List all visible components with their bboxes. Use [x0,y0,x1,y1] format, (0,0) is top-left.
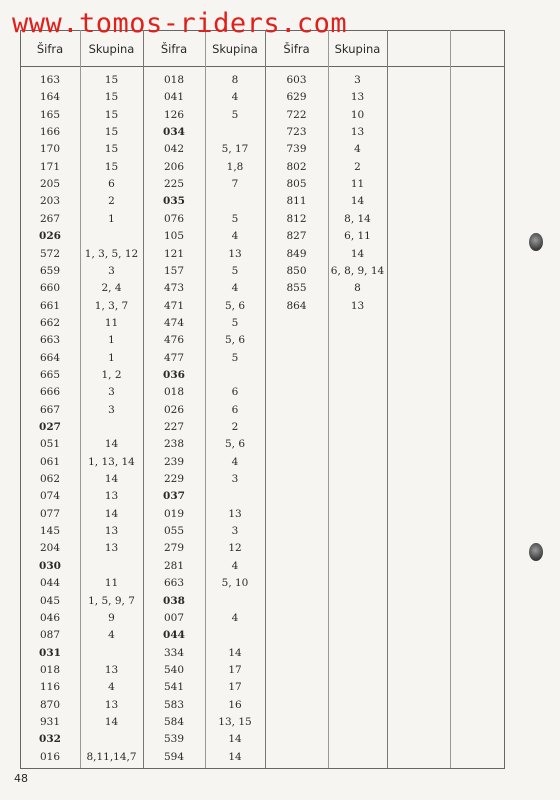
header-skupina: Skupina [334,42,381,56]
sifra-cell: 046 [39,611,61,624]
sifra-cell: 931 [39,715,61,728]
sifra-cell: 603 [286,74,307,86]
page-number: 48 [14,772,28,785]
skupina-cell: 13 [350,126,365,139]
sifra-cell: 164 [39,91,61,104]
skupina-cell: 5, 10 [221,577,249,590]
skupina-cell: 14 [350,195,365,208]
sifra-cell: 572 [39,247,61,260]
sifra-cell: 281 [163,559,185,572]
skupina-cell [205,488,265,505]
skupina-cell: 4 [231,611,239,624]
header-divider [20,66,505,67]
skupina-cell: 2 [354,160,361,173]
skupina-cell: 15 [104,91,119,104]
skupina-cell: 8 [354,282,361,295]
sifra-cell: 166 [39,126,61,139]
sifra-cell: 055 [163,525,185,538]
sifra-cell: 662 [39,316,61,329]
skupina-cell: 5, 6 [224,299,246,312]
sifra-cell: 165 [39,108,61,121]
skupina-cell: 3 [108,264,115,277]
skupina-cell [80,419,143,436]
binder-hole [529,233,543,251]
sifra-cell: 062 [39,473,61,486]
sifra-cell: 121 [163,247,185,260]
skupina-cell: 2, 4 [101,282,122,295]
skupina-cell: 5 [231,212,239,225]
skupina-cell: 6 [108,178,115,191]
skupina-cell: 4 [354,143,361,156]
skupina-cell: 3 [231,473,239,486]
skupina-cell: 4 [231,282,239,295]
sifra-cell: 076 [163,212,185,225]
sifra-cell: 267 [39,212,61,225]
sifra-cell: 157 [163,264,185,277]
binder-hole [529,543,543,561]
skupina-cell: 15 [104,143,119,156]
skupina-cell: 4 [231,230,239,243]
sifra-cell: 661 [39,299,61,312]
sifra-cell: 663 [163,577,185,590]
skupina-cell: 1, 13, 14 [88,455,135,468]
skupina-cell: 1 [108,334,115,347]
column-divider [387,30,388,768]
skupina-cell: 3 [108,386,115,399]
skupina-cell: 1, 3, 7 [94,299,129,312]
skupina-cell: 14 [104,507,119,520]
skupina-cell: 14 [104,438,119,451]
sifra-cell: 667 [39,403,61,416]
skupina-cell: 6, 11 [344,230,371,243]
skupina-cell: 13 [104,490,119,503]
sifra-cell: 018 [163,74,185,86]
skupina-cell [205,124,265,141]
skupina-cell: 5, 6 [224,334,246,347]
skupina-cell: 1, 5, 9, 7 [88,594,135,607]
skupina-cell [205,593,265,610]
skupina-cell: 2 [108,195,115,208]
sifra-cell: 540 [163,663,185,676]
skupina-cell: 13 [104,663,119,676]
skupina-cell: 15 [104,126,119,139]
sifra-cell: 849 [286,247,307,260]
sifra-cell: 026 [163,403,185,416]
sifra-cell: 042 [163,143,185,156]
sifra-cell: 041 [163,91,185,104]
sifra-cell: 105 [163,230,185,243]
sifra-cell: 739 [286,143,307,156]
skupina-cell: 17 [228,681,242,694]
skupina-cell: 4 [231,91,239,104]
sifra-cell: 477 [163,351,185,364]
skupina-cell: 14 [228,750,242,763]
sifra-cell: 855 [286,282,307,295]
skupina-cell: 13, 15 [218,715,252,728]
sifra-cell: 163 [39,74,61,86]
sifra-cell: 584 [163,715,185,728]
sifra-cell: 238 [163,438,185,451]
sifra-cell: 594 [163,750,185,763]
sifra-cell: 802 [286,160,307,173]
sifra-cell: 279 [163,542,185,555]
skupina-cell: 6, 8, 9, 14 [330,264,385,277]
sifra-cell: 126 [163,108,185,121]
section-code: 026 [39,230,61,243]
sifra-cell: 473 [163,282,185,295]
section-code: 035 [163,195,185,208]
sifra-cell: 087 [39,629,61,642]
skupina-cell: 7 [231,178,239,191]
section-code: 027 [39,421,61,433]
sifra-cell: 225 [163,178,185,191]
skupina-cell: 1 [108,212,115,225]
sifra-cell: 827 [286,230,307,243]
sifra-cell: 116 [39,681,61,694]
skupina-cell: 13 [104,525,119,538]
section-code: 032 [39,733,61,746]
sifra-cell: 227 [163,421,185,433]
skupina-cell: 3 [231,525,239,538]
skupina-cell: 9 [108,611,115,624]
skupina-cell [80,731,143,748]
sifra-cell: 664 [39,351,61,364]
skupina-cell: 15 [104,74,119,86]
sifra-cell: 723 [286,126,307,139]
section-code: 030 [39,559,61,572]
header-sifra: Šifra [36,42,64,56]
sifra-cell: 870 [39,698,61,711]
skupina-cell: 4 [108,629,115,642]
sifra-cell: 850 [286,264,307,277]
skupina-cell: 4 [231,455,239,468]
section-code: 044 [163,629,185,642]
header-skupina: Skupina [212,42,258,56]
skupina-cell: 13 [104,698,119,711]
skupina-cell: 11 [104,577,119,590]
sifra-cell: 077 [39,507,61,520]
section-code: 031 [39,646,61,659]
skupina-cell: 4 [108,681,115,694]
sifra-cell: 239 [163,455,185,468]
section-code: 034 [163,126,185,139]
skupina-cell: 1 [108,351,115,364]
sifra-cell: 171 [39,160,61,173]
sifra-cell: 583 [163,698,185,711]
skupina-cell: 5 [231,351,239,364]
sifra-cell: 019 [163,507,185,520]
sifra-cell: 007 [163,611,185,624]
skupina-cell [80,228,143,245]
sifra-cell: 812 [286,212,307,225]
sifra-cell: 476 [163,334,185,347]
sifra-cell: 722 [286,108,307,121]
skupina-cell: 13 [350,299,365,312]
sifra-cell: 204 [39,542,61,555]
sifra-cell: 864 [286,299,307,312]
skupina-cell: 5, 17 [221,143,249,156]
sifra-cell: 334 [163,646,185,659]
sifra-cell: 205 [39,178,61,191]
skupina-cell: 14 [104,473,119,486]
skupina-cell: 1,8 [226,160,244,173]
skupina-cell: 14 [228,733,242,746]
sifra-cell: 018 [163,386,185,399]
sifra-cell: 051 [39,438,61,451]
sifra-cell: 074 [39,490,61,503]
sifra-cell: 811 [286,195,307,208]
skupina-cell: 14 [104,715,119,728]
skupina-cell: 13 [228,247,242,260]
skupina-cell: 5 [231,108,239,121]
skupina-cell: 17 [228,663,242,676]
sifra-cell: 203 [39,195,61,208]
skupina-cell: 4 [231,559,239,572]
skupina-cell [205,367,265,384]
sifra-cell: 145 [39,525,61,538]
column-divider [450,30,451,768]
header-skupina: Skupina [88,42,135,56]
skupina-cell: 5 [231,316,239,329]
skupina-cell: 3 [108,403,115,416]
skupina-cell: 1, 3, 5, 12 [84,247,139,260]
header-sifra: Šifra [283,42,310,56]
skupina-cell [205,627,265,644]
sifra-cell: 206 [163,160,185,173]
sifra-cell: 629 [286,91,307,104]
skupina-cell [80,558,143,575]
sifra-cell: 666 [39,386,61,399]
skupina-cell: 11 [104,316,119,329]
skupina-cell: 14 [228,646,242,659]
sifra-cell: 539 [163,733,185,746]
skupina-cell: 15 [104,160,119,173]
sifra-cell: 045 [39,594,61,607]
skupina-cell: 5, 6 [224,438,246,451]
sifra-cell: 665 [39,368,61,381]
section-code: 038 [163,594,185,607]
skupina-cell [205,193,265,210]
sifra-cell: 663 [39,334,61,347]
sifra-cell: 170 [39,143,61,156]
skupina-cell: 3 [354,74,361,86]
skupina-cell: 8, 14 [344,212,371,225]
skupina-cell: 10 [350,108,365,121]
skupina-cell: 5 [231,264,239,277]
sifra-cell: 659 [39,264,61,277]
sifra-cell: 061 [39,455,61,468]
sifra-cell: 474 [163,316,185,329]
section-code: 036 [163,368,185,381]
sifra-cell: 541 [163,681,185,694]
skupina-cell: 6 [231,403,239,416]
skupina-cell: 13 [104,542,119,555]
skupina-cell: 13 [228,507,242,520]
skupina-cell: 14 [350,247,365,260]
sifra-cell: 471 [163,299,185,312]
skupina-cell: 15 [104,108,119,121]
watermark: www.tomos-riders.com [12,8,348,39]
skupina-cell: 12 [228,542,242,555]
skupina-cell: 13 [350,91,365,104]
skupina-cell: 16 [228,698,242,711]
section-code: 037 [163,490,185,503]
sifra-cell: 229 [163,473,185,486]
skupina-cell: 6 [231,386,239,399]
sifra-cell: 018 [39,663,61,676]
skupina-cell: 8,11,14,7 [86,750,137,763]
skupina-cell: 8 [231,74,239,86]
sifra-cell: 660 [39,282,61,295]
header-sifra: Šifra [160,42,188,56]
skupina-cell: 2 [231,421,239,433]
sifra-cell: 016 [39,750,61,763]
skupina-cell [80,645,143,662]
sifra-cell: 044 [39,577,61,590]
sifra-cell: 805 [286,178,307,191]
skupina-cell: 1, 2 [101,368,122,381]
skupina-cell: 11 [350,178,365,191]
